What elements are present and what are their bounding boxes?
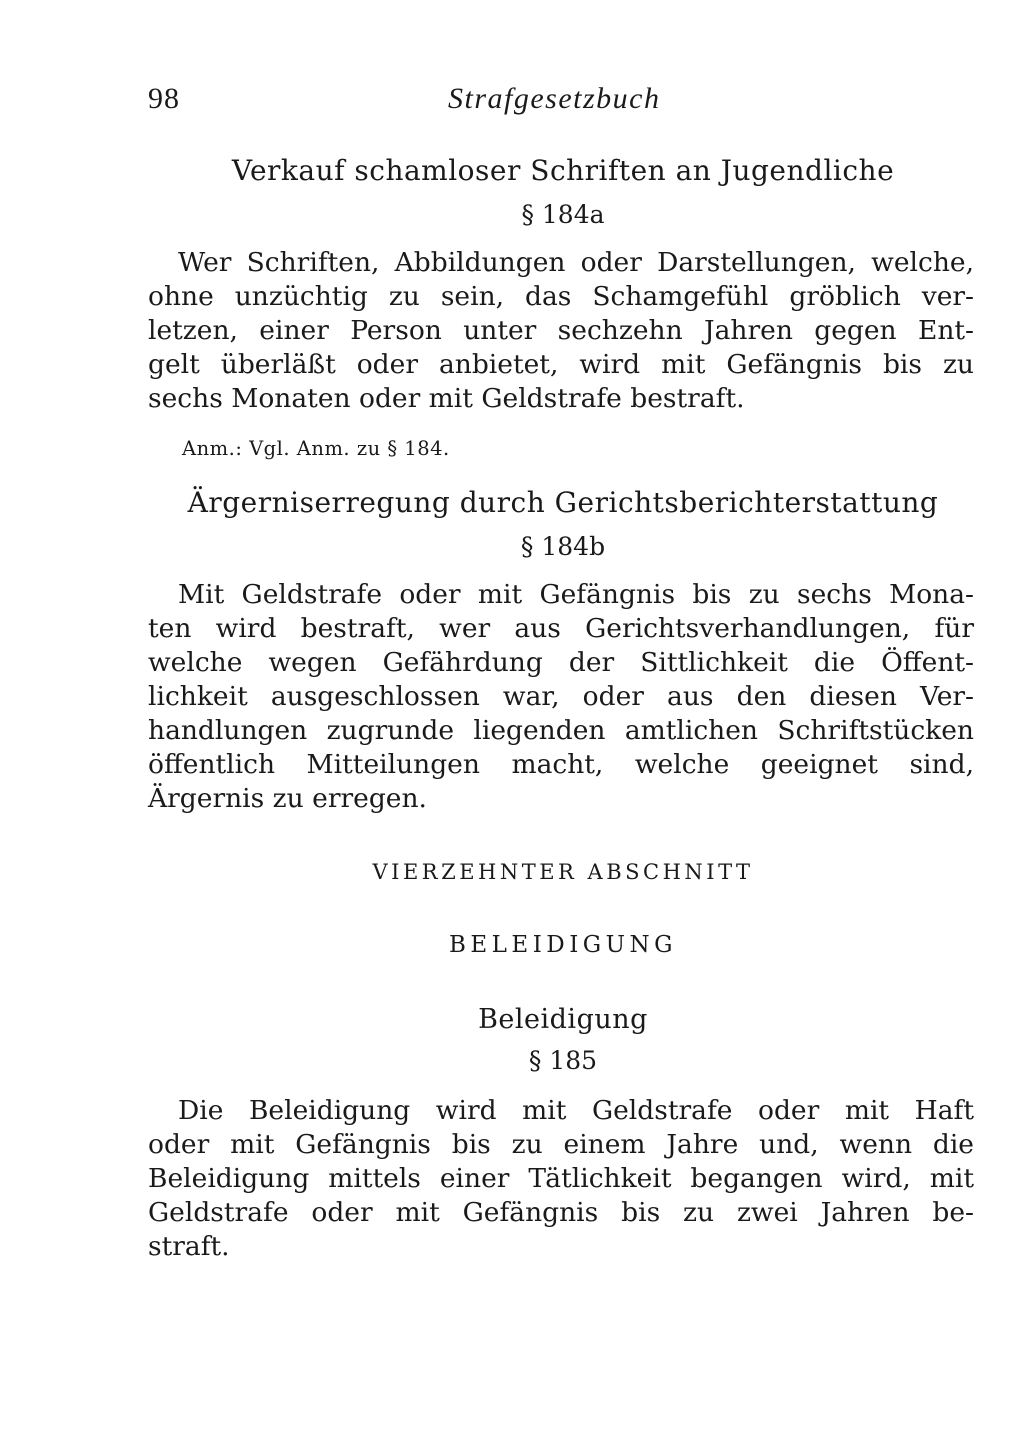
text-line: Die Beleidigung wird mit Geldstrafe oder mit Haft <box>178 1095 974 1126</box>
section-184a-text <box>148 246 974 416</box>
text-line: Wer Schriften, Abbildungen oder Darstellungen, welche, <box>178 247 974 278</box>
section-185-title: Beleidigung <box>478 1004 648 1035</box>
section-184b-text <box>148 578 974 816</box>
text-line: öffentlich Mitteilungen macht, welche geeignet sind, <box>148 749 974 780</box>
text-line: Mit Geldstrafe oder mit Gefängnis bis zu sechs Mona- <box>178 579 974 610</box>
text-line: sechs Monaten oder mit Geldstrafe bestraft. <box>148 383 745 414</box>
chapter-label: VIERZEHNTER ABSCHNITT <box>372 860 754 884</box>
text-line: lichkeit ausgeschlossen war, oder aus den diesen Ver- <box>148 681 974 712</box>
section-185-text <box>148 1094 974 1264</box>
text-line: Geldstrafe oder mit Gefängnis bis zu zwei Jahren be- <box>148 1197 974 1228</box>
text-line: straft. <box>148 1231 230 1262</box>
text-line: welche wegen Gefährdung der Sittlichkeit die Öffent- <box>148 647 974 678</box>
text-line: ten wird bestraft, wer aus Gerichtsverhandlungen, für <box>148 613 974 644</box>
running-head: Strafgesetzbuch <box>448 82 661 115</box>
section-185-paragraph: § 185 <box>528 1046 598 1075</box>
page-number: 98 <box>148 82 180 115</box>
section-184b-title: Ärgerniserregung durch Gerichtsberichterstattung <box>187 486 939 519</box>
section-184a-title: Verkauf schamloser Schriften an Jugendliche <box>231 154 895 187</box>
text-line: letzen, einer Person unter sechzehn Jahren gegen Ent- <box>148 315 974 346</box>
text-line: Ärgernis zu erregen. <box>148 783 427 814</box>
text-line: ohne unzüchtig zu sein, das Schamgefühl gröblich ver- <box>148 281 974 312</box>
section-184b-paragraph: § 184b <box>520 532 606 561</box>
text-line: oder mit Gefängnis bis zu einem Jahre und, wenn die <box>148 1129 974 1160</box>
text-line: Beleidigung mittels einer Tätlichkeit begangen wird, mit <box>148 1163 974 1194</box>
chapter-title: BELEIDIGUNG <box>448 932 678 958</box>
text-line: gelt überläßt oder anbietet, wird mit Gefängnis bis zu <box>148 349 974 380</box>
section-184a-note: Anm.: Vgl. Anm. zu § 184. <box>182 437 450 460</box>
text-line: handlungen zugrunde liegenden amtlichen Schriftstücken <box>148 715 974 746</box>
section-184a-paragraph: § 184a <box>521 200 605 229</box>
page-header <box>148 82 978 126</box>
